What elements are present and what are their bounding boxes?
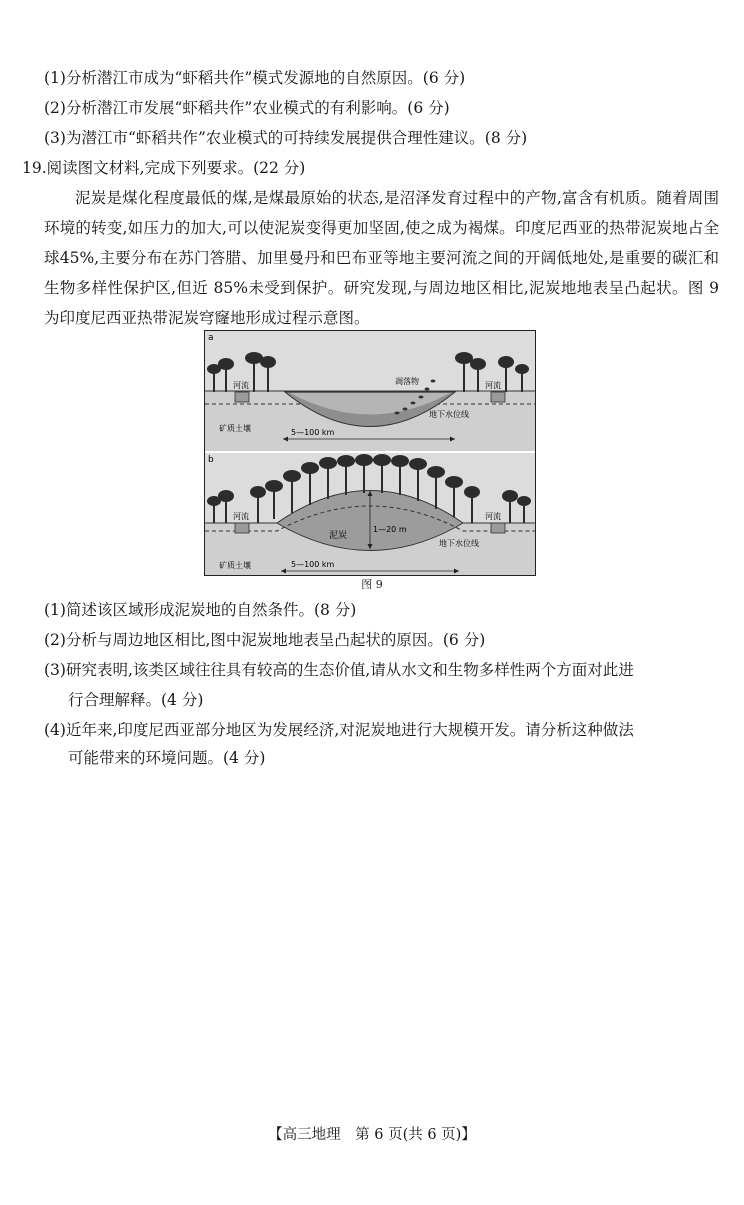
panel-b-peat-label: 泥炭	[329, 531, 348, 541]
question-19-4: (4)近年来,印度尼西亚部分地区为发展经济,对泥炭地进行大规模开发。请分析这种做法	[44, 721, 634, 739]
page-footer: 【高三地理 第 6 页(共 6 页)】	[268, 1127, 476, 1143]
figure-9	[204, 330, 536, 576]
figure-panel-b	[205, 453, 535, 575]
panel-a-soil-label: 矿质土壤	[219, 424, 251, 433]
question-18-3: (3)为潜江市“虾稻共作”农业模式的可持续发展提供合理性建议。(8 分)	[44, 129, 528, 147]
panel-b-thickness-label: 1—20 m	[373, 525, 407, 534]
question-19-3-cont: 行合理解释。(4 分)	[68, 691, 204, 709]
panel-b-river-left: 河流	[233, 512, 249, 521]
panel-b-tag: b	[208, 455, 214, 465]
question-18-2: (2)分析潜江市发展“虾稻共作”农业模式的有利影响。(6 分)	[44, 99, 450, 117]
question-19-2: (2)分析与周边地区相比,图中泥炭地地表呈凸起状的原因。(6 分)	[44, 631, 486, 649]
panel-b-water-table-label: 地下水位线	[439, 539, 479, 548]
panel-a-water-table-label: 地下水位线	[429, 410, 469, 419]
question-19-3: (3)研究表明,该类区域往往具有较高的生态价值,请从水文和生物多样性两个方面对此进	[44, 661, 634, 679]
panel-a-river-left: 河流	[233, 381, 249, 390]
panel-a-tag: a	[208, 333, 214, 343]
question-19-header: 19.阅读图文材料,完成下列要求。(22 分)	[22, 159, 306, 177]
question-18-1: (1)分析潜江市成为“虾稻共作”模式发源地的自然原因。(6 分)	[44, 69, 466, 87]
panel-a-litter-label: 凋落物	[395, 377, 419, 386]
panel-a-river-right: 河流	[485, 381, 501, 390]
panel-a-width-label: 5—100 km	[291, 428, 335, 437]
panel-b-soil-label: 矿质土壤	[219, 561, 251, 570]
figure-panel-a	[205, 331, 535, 451]
material-paragraph: 泥炭是煤化程度最低的煤,是煤最原始的状态,是沼泽发育过程中的产物,富含有机质。随着周围环境的转变,如压力的加大,可以使泥炭变得更加坚固,使之成为褐煤。印度尼西亚的热带泥炭地占全球45%,主要分布在苏门答腊、加里曼丹和巴布亚等地主要河流之间的开阔低地处,是重要的碳汇和生物多样性保护区,但近 85%未受到保护。研究发现,与周边地区相比,泥炭地地表呈凸起状。图 9 为印度尼西亚热带泥炭穹窿地形成过程示意图。	[44, 189, 719, 327]
figure-caption: 图 9	[361, 578, 383, 591]
panel-b-river-right: 河流	[485, 512, 501, 521]
question-19-1: (1)简述该区域形成泥炭地的自然条件。(8 分)	[44, 601, 357, 619]
panel-b-width-label: 5—100 km	[291, 560, 335, 569]
question-19-4-cont: 可能带来的环境问题。(4 分)	[68, 749, 266, 767]
